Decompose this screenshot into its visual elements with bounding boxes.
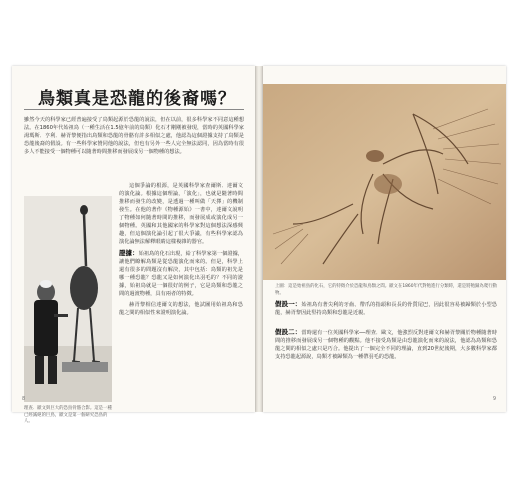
hypothesis-two-text: 當時還有一位英國科學家──理查．歐文，他強烈反對達爾文和赫胥黎關於物種隨著時間的推移而發展成另一個物種的觀點。他不接受鳥類是由恐龍演化而來的說法，他認為鳥類和恐龍之間的相似之處只是巧合。他提出了一個完全不同的理論，直到20世紀後期，大多數科學家都支持恐龍起源說，鳥類才被歸類為一種帶羽毛的恐龍。: [275, 330, 498, 360]
column-paragraph: 赫胥黎相信達爾文的想法，他試圖用始祖鳥和恐龍之間的相似性來證明演化論。: [119, 302, 243, 316]
evidence-text: 始祖鳥的化石出現，給了科學家第一個證據，讓他們瞭解鳥類是從恐龍演化而來的。但是，科學上還有很多的問題沒有解決，其中包括：鳥類的祖先是哪一種恐龍？恐龍又是如何演化出羽毛的？不同的證據，始祖鳥就是一個很好的例子，它是鳥類和恐龍之間的過渡物種，具有兩者的特徵。: [119, 251, 243, 297]
book-gutter: [255, 66, 263, 412]
evidence-label: 證據：: [119, 249, 139, 257]
title-rule: [24, 109, 244, 110]
column-paragraph: 這個爭論的根源，是英國科學家查爾斯．達爾文的演化論。根據這個理論，「演化」，也就是隨著時間推移而發生的改變，是透過一種叫做「天擇」的機制發生。在他的著作《物種源始》一書中，達爾文說明了物種如何隨著時間的推移，而發展成或演化成另一個物種。英國和其他國家的科學家對這個想法深感興趣，但這個演化論引起了很大爭議，有些科學家認為演化論無法解釋眼睛這樣複雜的器官。: [119, 183, 243, 245]
page-number: 8: [22, 396, 26, 402]
photo-caption: 理查．歐文與巨大的恐鳥骨骼合影。這是一種已經滅絕的巨鳥，歐文是第一個研究恐鳥的人。: [24, 406, 112, 424]
man-with-skeleton-photo: [24, 196, 112, 402]
left-page: [12, 66, 255, 424]
evidence-paragraph: [119, 249, 243, 298]
text-column: [119, 182, 243, 320]
hypothesis-two: [275, 328, 497, 361]
hypothesis-two-label: 假設二：: [275, 328, 302, 336]
hypothesis-one-text: 始祖鳥有著尖利的牙齒、帶爪的指頭和長長的骨質尾巴，因此很容易被歸類於小型恐龍，赫胥黎因此堅持鳥類和恐龍是近親。: [275, 302, 497, 316]
fossil-caption: 上圖：這是始祖鳥的化石，它的特徵介於恐龍和鳥類之間。歐文在1860年代對牠進行分類時，還是將牠歸為爬行動物。: [275, 284, 497, 296]
page-title: 鳥類真是恐龍的後裔嗎？: [38, 89, 236, 109]
hypothesis-one: [275, 300, 497, 317]
page-number: 9: [492, 396, 496, 402]
hypothesis-one-label: 假設一：: [275, 300, 302, 308]
archaeopteryx-fossil-photo: [263, 84, 506, 280]
intro-paragraph: 雖然今天的科學家已經普遍接受了鳥類起源於恐龍的說法，但在以前，很多科學家不同意這種想法。在1860年代始祖鳥（一種生活在1.5億年前的鳥類）化石才剛剛被發現，當時的英國科學家湯瑪斯．亨利．赫胥黎便指出鳥類和恐龍的骨骼有許多相似之處，他認為這個證據支持了鳥類是恐龍後裔的假設。有一些科學家贊同他的說法，但也有另外一些人完全無法認同，因為當時有很多人不能接受一個物種可以隨著時間推移而發展成另一個物種的想法。: [24, 117, 244, 155]
right-page: [263, 66, 506, 412]
